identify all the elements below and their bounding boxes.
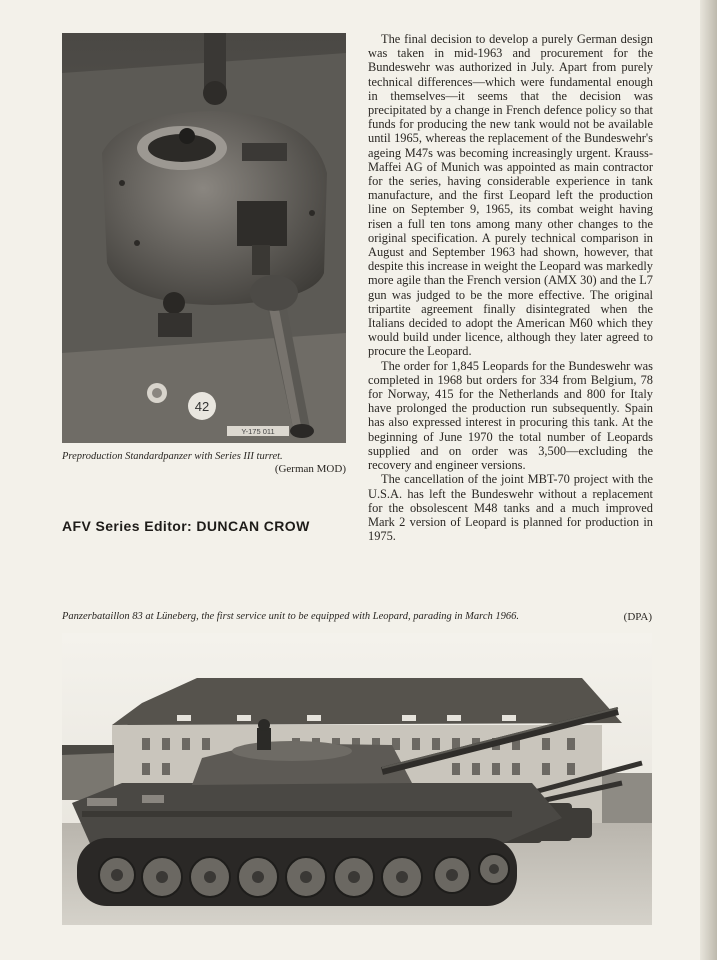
bottom-photo-caption-text: Panzerbataillon 83 at Lüneberg, the first service unit to be equipped with Leopard, parading in March 1966.	[62, 611, 520, 622]
top-tank-photo	[62, 33, 346, 443]
bottom-photo-caption	[62, 611, 652, 622]
licence-plate-marking: Y-175 011	[241, 427, 275, 436]
top-photo-caption	[62, 451, 346, 475]
top-photo-credit: (German MOD)	[274, 463, 346, 475]
body-text-column	[368, 32, 653, 543]
body-paragraph: The cancellation of the joint MBT-70 project with the U.S.A. has left the Bundeswehr without a replacement for the obsolescent M48 tanks and a much improved Mark 2 version of Leopard is planned for production in 1975.	[368, 472, 653, 544]
bottom-tank-photo	[62, 633, 652, 925]
body-paragraph: The order for 1,845 Leopards for the Bundeswehr was completed in 1968 but orders for 334 from Belgium, 78 for Norway, 415 for the Netherlands and 800 for Italy have prolonged the production run subsequently. Spain has also expressed interest in procuring this tank. At the beginning of June 1970 the total number of Leopards supplied and on order was 3,500—excluding the recovery and engineer versions.	[368, 358, 653, 473]
page-edge	[700, 0, 717, 960]
bottom-photo-credit: (DPA)	[623, 611, 652, 623]
turret-number-marking: 42	[194, 399, 210, 414]
series-editor-line: AFV Series Editor: DUNCAN CROW	[62, 518, 310, 534]
top-photo-caption-text: Preproduction Standardpanzer with Series III turret.	[62, 451, 283, 462]
body-paragraph: The final decision to develop a purely German design was taken in mid-1963 and procurement for the Bundeswehr was authorized in July. Apart from purely technical differences—which were fundamental enough in themselves—it seems that the decision was precipitated by a change in French defence policy so that funds for producing the new tank would not be available until 1965, whereas the replacement of the Bundeswehr's ageing M47s was becoming increasingly urgent. Krauss-Maffei AG of Munich was appointed as main contractor for the series, having considerable experience in tank manufacture, and the first Leopard left the production line on September 9, 1965, its combat weight having risen a full ten tons among many other changes to the original specification. A purely technical comparison in August and September 1963 had shown, however, that despite this increase in weight the Leopard was markedly more agile than the French version (AMX 30) and the L7 gun was judged to be the more effective. The original tripartite agreement finally disintegrated when the Italians decided to adopt the American M60 which they would build under licence, although they later agreed to procure the Leopard.	[368, 32, 653, 359]
